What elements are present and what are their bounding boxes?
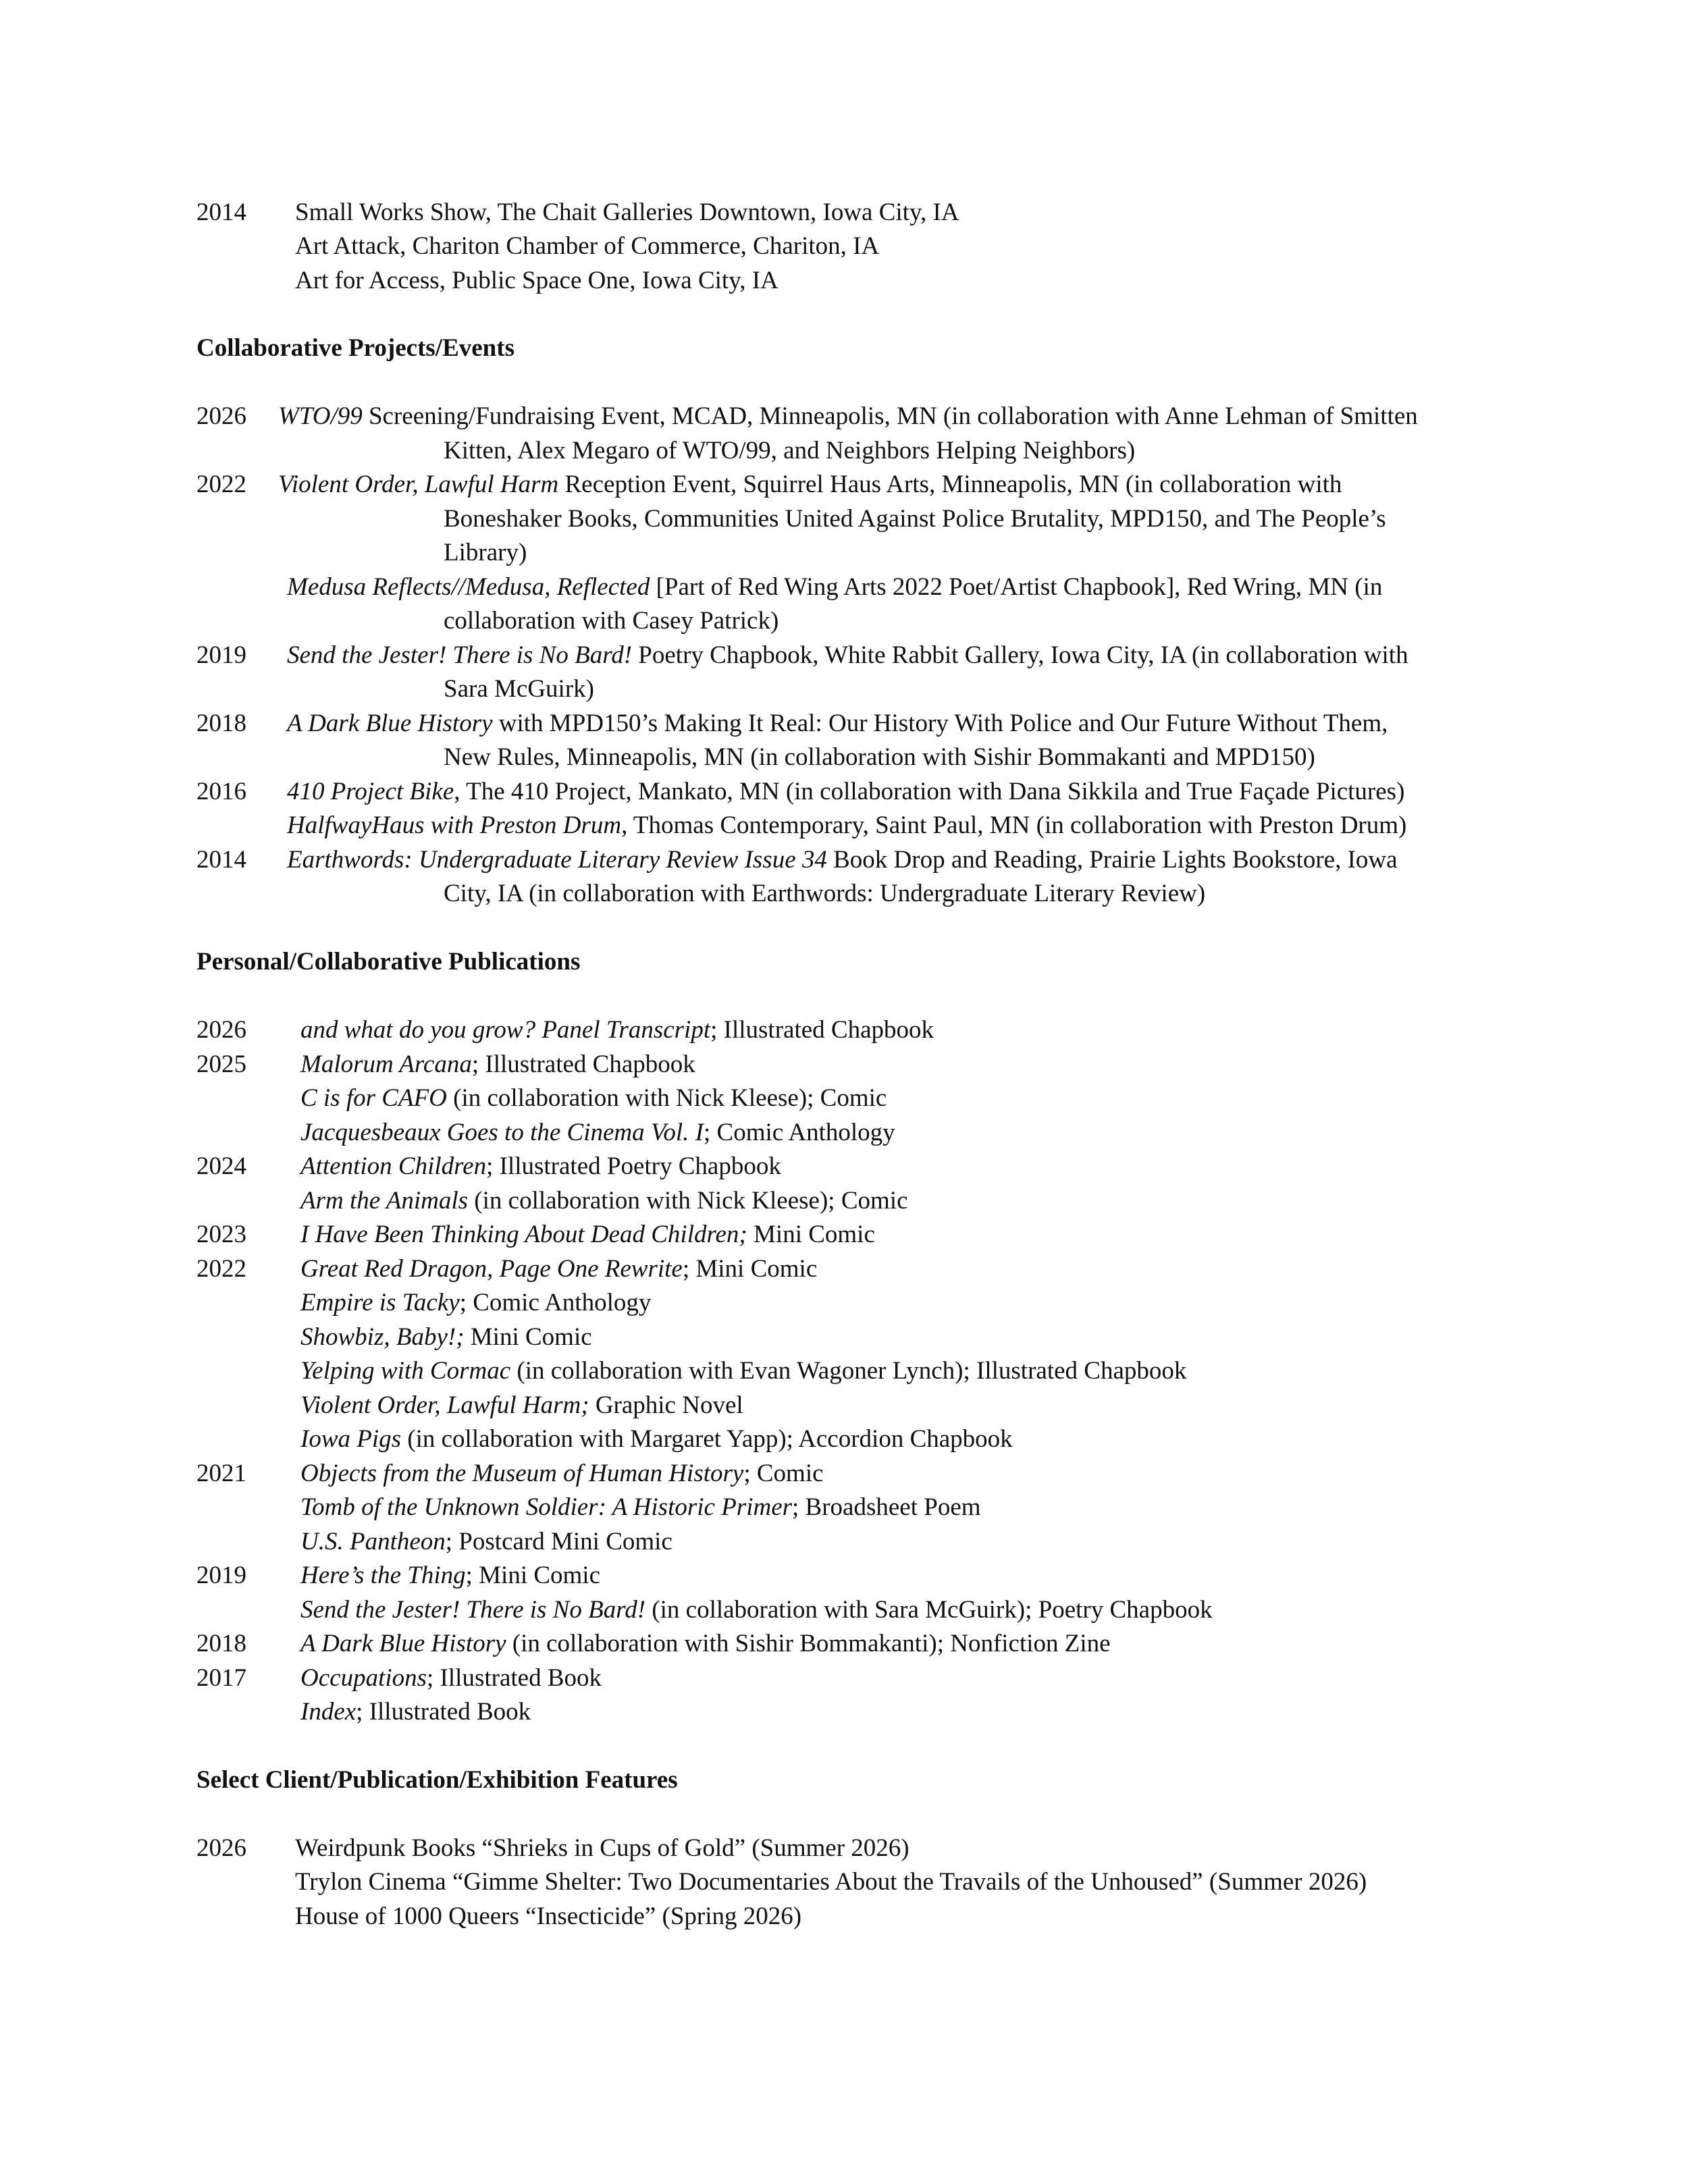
entry-title: HalfwayHaus with Preston Drum (287, 811, 622, 839)
entry-title: A Dark Blue History (300, 1630, 506, 1657)
year-label: 2023 (196, 1221, 246, 1248)
collab-entry (287, 707, 1388, 741)
publication-entry (300, 1013, 934, 1047)
section-heading-features: Select Client/Publication/Exhibition Features (196, 1766, 678, 1794)
collab-entry-continued: Boneshaker Books, Communities United Against Police Brutality, MPD150, and The People’s (444, 505, 1386, 533)
entry-detail: Mini Comic (747, 1221, 875, 1248)
year-label: 2026 (196, 402, 246, 430)
feature-entry: Trylon Cinema “Gimme Shelter: Two Documentaries About the Travails of the Unhoused” (Summer 2026) (295, 1868, 1367, 1896)
entry-detail: (in collaboration with Nick Kleese); Comic (446, 1084, 887, 1112)
collab-entry (287, 639, 1408, 672)
collab-entry-continued: Library) (444, 539, 527, 566)
entry-title: Earthwords: Undergraduate Literary Review Issue 34 (287, 846, 827, 874)
entry-detail: Book Drop and Reading, Prairie Lights Bookstore, Iowa (826, 846, 1398, 874)
collab-entry (287, 843, 1398, 877)
entry-detail: (in collaboration with Sara McGuirk); Poetry Chapbook (645, 1596, 1213, 1624)
entry-detail: ; Illustrated Chapbook (710, 1016, 934, 1044)
entry-title: and what do you grow? Panel Transcript (300, 1016, 711, 1044)
year-label: 2022 (196, 471, 246, 498)
entry-title: Medusa Reflects//Medusa, Reflected (287, 573, 650, 601)
year-label: 2018 (196, 1630, 246, 1657)
publication-entry (300, 1048, 695, 1082)
entry-title: A Dark Blue History (287, 710, 493, 737)
publication-entry (300, 1321, 592, 1354)
publication-entry (300, 1627, 1111, 1661)
publication-entry (300, 1559, 600, 1593)
entry-title: Showbiz, Baby!; (300, 1323, 465, 1351)
collab-entry-continued: New Rules, Minneapolis, MN (in collaboration with Sishir Bommakanti and MPD150) (444, 743, 1315, 771)
year-label: 2018 (196, 710, 246, 737)
entry-detail: Poetry Chapbook, White Rabbit Gallery, Iowa City, IA (in collaboration with (632, 641, 1408, 669)
feature-entry: House of 1000 Queers “Insecticide” (Spring 2026) (295, 1902, 802, 1930)
entry-title: Violent Order, Lawful Harm (278, 471, 559, 498)
collab-entry-continued: Sara McGuirk) (444, 675, 594, 703)
entry-detail: (in collaboration with Margaret Yapp); Accordion Chapbook (401, 1425, 1013, 1453)
entry-detail: ; Comic Anthology (459, 1289, 652, 1316)
entry-title: Jacquesbeaux Goes to the Cinema Vol. I (300, 1119, 704, 1146)
collab-entry-continued: collaboration with Casey Patrick) (444, 607, 779, 635)
section-heading-publications: Personal/Collaborative Publications (196, 948, 581, 976)
publication-entry (300, 1457, 824, 1491)
exhibition-entry: Art Attack, Chariton Chamber of Commerce, Chariton, IA (295, 232, 880, 260)
year-label: 2019 (196, 1562, 246, 1589)
publication-entry (300, 1252, 817, 1286)
publication-entry (300, 1695, 531, 1729)
entry-title: Occupations (300, 1664, 427, 1692)
year-label: 2022 (196, 1255, 246, 1283)
publication-entry (300, 1082, 887, 1115)
entry-title: Tomb of the Unknown Soldier: A Historic Primer (300, 1493, 793, 1521)
year-label: 2016 (196, 778, 246, 805)
collab-entry (287, 775, 1404, 809)
entry-title: Violent Order, Lawful Harm; (300, 1391, 589, 1419)
collab-entry-continued: City, IA (in collaboration with Earthwords: Undergraduate Literary Review) (444, 880, 1206, 907)
entry-detail: Graphic Novel (589, 1391, 743, 1419)
year-label: 2014 (196, 846, 246, 874)
entry-detail: ; Illustrated Book (356, 1698, 531, 1726)
exhibition-entry: Small Works Show, The Chait Galleries Downtown, Iowa City, IA (295, 198, 959, 226)
entry-detail: (in collaboration with Sishir Bommakanti); Nonfiction Zine (506, 1630, 1111, 1657)
entry-detail: Reception Event, Squirrel Haus Arts, Minneapolis, MN (in collaboration with (558, 471, 1342, 498)
entry-title: C is for CAFO (300, 1084, 447, 1112)
collab-entry (278, 468, 1342, 502)
entry-title: Index (300, 1698, 357, 1726)
entry-detail: Screening/Fundraising Event, MCAD, Minneapolis, MN (in collaboration with Anne Lehman of Smitten (362, 402, 1418, 430)
entry-detail: (in collaboration with Evan Wagoner Lynch); Illustrated Chapbook (510, 1357, 1187, 1385)
entry-title: Send the Jester! There is No Bard! (300, 1596, 646, 1624)
entry-title: 410 Project Bike (287, 778, 454, 805)
entry-title: Send the Jester! There is No Bard! (287, 641, 633, 669)
entry-detail: ; Comic (743, 1460, 824, 1487)
entry-detail: ; Illustrated Poetry Chapbook (486, 1152, 781, 1180)
publication-entry (300, 1150, 781, 1183)
entry-detail: , The 410 Project, Mankato, MN (in collaboration with Dana Sikkila and True Façade Pictures) (454, 778, 1405, 805)
entry-title: U.S. Pantheon (300, 1528, 446, 1555)
feature-entry: Weirdpunk Books “Shrieks in Cups of Gold” (Summer 2026) (295, 1834, 909, 1862)
entry-detail: Mini Comic (464, 1323, 592, 1351)
publication-entry (300, 1491, 981, 1524)
publication-entry (300, 1286, 651, 1320)
section-heading-collaborative: Collaborative Projects/Events (196, 334, 515, 362)
year-label: 2017 (196, 1664, 246, 1692)
collab-entry (287, 809, 1406, 843)
year-label: 2024 (196, 1152, 246, 1180)
publication-entry (300, 1525, 672, 1559)
entry-detail: [Part of Red Wing Arts 2022 Poet/Artist Chapbook], Red Wring, MN (in (650, 573, 1383, 601)
entry-title: I Have Been Thinking About Dead Children; (300, 1221, 747, 1248)
entry-title: Here’s the Thing (300, 1562, 466, 1589)
year-label: 2019 (196, 641, 246, 669)
publication-entry (300, 1184, 908, 1218)
entry-detail: with MPD150’s Making It Real: Our History With Police and Our Future Without Them, (492, 710, 1388, 737)
exhibition-entry: Art for Access, Public Space One, Iowa City, IA (295, 267, 779, 294)
publication-entry (300, 1593, 1213, 1627)
entry-detail: ; Mini Comic (465, 1562, 601, 1589)
publication-entry (300, 1389, 743, 1422)
entry-title: Empire is Tacky (300, 1289, 460, 1316)
publication-entry (300, 1422, 1013, 1456)
entry-title: Malorum Arcana (300, 1050, 472, 1078)
entry-title: Iowa Pigs (300, 1425, 402, 1453)
entry-detail: ; Postcard Mini Comic (445, 1528, 672, 1555)
entry-title: Objects from the Museum of Human History (300, 1460, 744, 1487)
collab-entry (278, 400, 1418, 433)
year-label: 2025 (196, 1050, 246, 1078)
year-label: 2026 (196, 1834, 246, 1862)
publication-entry (300, 1661, 602, 1695)
entry-title: Arm the Animals (300, 1187, 469, 1215)
entry-detail: ; Comic Anthology (704, 1119, 895, 1146)
entry-detail: (in collaboration with Nick Kleese); Comic (468, 1187, 908, 1215)
entry-detail: , Thomas Contemporary, Saint Paul, MN (in collaboration with Preston Drum) (621, 811, 1407, 839)
year-label: 2026 (196, 1016, 246, 1044)
entry-title: Great Red Dragon, Page One Rewrite (300, 1255, 683, 1283)
year-label: 2021 (196, 1460, 246, 1487)
publication-entry (300, 1354, 1186, 1388)
collab-entry (287, 570, 1382, 604)
entry-detail: ; Illustrated Chapbook (471, 1050, 695, 1078)
publication-entry (300, 1218, 875, 1252)
year-label: 2014 (196, 198, 246, 226)
entry-detail: ; Mini Comic (682, 1255, 818, 1283)
entry-detail: ; Illustrated Book (427, 1664, 602, 1692)
entry-detail: ; Broadsheet Poem (792, 1493, 981, 1521)
entry-title: Yelping with Cormac (300, 1357, 511, 1385)
entry-title: Attention Children (300, 1152, 487, 1180)
entry-title: WTO/99 (278, 402, 363, 430)
publication-entry (300, 1116, 895, 1150)
collab-entry-continued: Kitten, Alex Megaro of WTO/99, and Neighbors Helping Neighbors) (444, 437, 1136, 464)
